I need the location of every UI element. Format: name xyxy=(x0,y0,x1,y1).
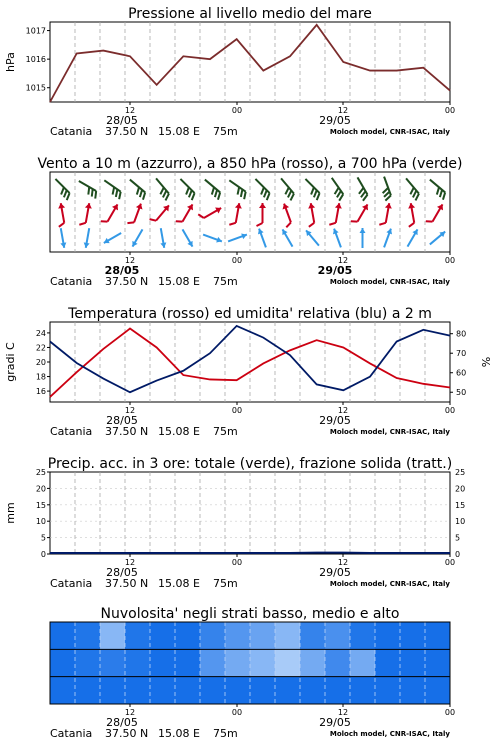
cloud-cell-alto xyxy=(375,622,401,649)
cloud-cell-medio xyxy=(325,649,351,676)
barb-flag xyxy=(426,219,433,225)
barb-flag xyxy=(285,222,292,227)
y-tick-label: 5 xyxy=(40,533,46,543)
wind-barb-10-m xyxy=(256,228,268,249)
location-lon: 15.08 E xyxy=(158,125,200,138)
barb-flag xyxy=(127,220,134,225)
cloud-cell-alto xyxy=(400,622,426,649)
barb-flag xyxy=(408,223,414,227)
cloud-cell-alto xyxy=(225,622,251,649)
wind-barb-10-m xyxy=(102,230,122,245)
y-right-tick-label: 0 xyxy=(455,550,461,559)
barb-flag xyxy=(229,222,235,226)
y-tick-label: 1016 xyxy=(25,55,46,65)
cloud-cell-medio xyxy=(225,649,251,676)
y-right-tick-label: 15 xyxy=(455,500,466,510)
y-right-tick-label: 5 xyxy=(455,533,461,543)
hour-tick-label: 00 xyxy=(444,708,456,717)
chart-title: Temperatura (rosso) ed umidita' relativa (blu) a 2 m xyxy=(68,306,432,322)
wind-barb-700-hPa xyxy=(75,181,98,199)
wind-barb-10-m xyxy=(158,228,167,249)
cloud-cell-medio xyxy=(425,649,451,676)
panel-4 xyxy=(4,456,465,590)
barb-head xyxy=(187,203,196,211)
barb-flag xyxy=(176,219,183,225)
cloud-cell-alto xyxy=(250,622,276,649)
barb-head xyxy=(112,203,121,211)
wind-barb-700-hPa xyxy=(300,179,321,200)
cloud-cell-basso xyxy=(225,677,251,704)
date-label: 29/05 xyxy=(319,114,351,127)
y-right-tick-label: 25 xyxy=(455,468,466,477)
hour-tick-label: 12 xyxy=(337,256,349,265)
cloud-cell-medio xyxy=(125,649,151,676)
cloud-cell-alto xyxy=(325,622,351,649)
y-axis-label: % xyxy=(480,356,493,368)
wind-barb-10-m xyxy=(428,229,447,246)
location-name: Catania xyxy=(50,425,93,438)
wind-barb-700-hPa xyxy=(151,178,171,200)
date-label: 29/05 xyxy=(319,414,351,427)
wind-barb-850-hPa xyxy=(329,202,342,226)
wind-barb-850-hPa xyxy=(405,203,418,227)
wind-barb-850-hPa xyxy=(278,202,295,227)
hour-tick-label: 00 xyxy=(231,256,243,265)
y-tick-label: 1017 xyxy=(25,26,46,36)
barb-flag xyxy=(101,219,108,225)
location-alt: 75m xyxy=(213,577,238,590)
barb-head xyxy=(280,228,288,235)
cloud-cell-basso xyxy=(100,677,126,704)
wind-barb-850-hPa xyxy=(257,203,267,226)
barb-head xyxy=(130,241,138,248)
barb-flag xyxy=(58,223,64,227)
wind-barb-10-m xyxy=(83,228,92,249)
wind-barb-10-m xyxy=(180,228,195,248)
wind-barb-10-m xyxy=(331,228,343,249)
barb-head xyxy=(412,228,420,235)
barb-flag xyxy=(198,213,204,220)
location-lat: 37.50 N xyxy=(105,125,149,138)
hour-tick-label: 12 xyxy=(124,256,136,265)
y-tick-label: 25 xyxy=(35,468,46,477)
y-axis-label: gradi C xyxy=(4,342,17,382)
wind-barb-10-m xyxy=(202,232,223,244)
cloud-cell-medio xyxy=(375,649,401,676)
hour-tick-label: 00 xyxy=(231,708,243,717)
chart-title: Pressione al livello medio del mare xyxy=(128,6,372,22)
barb-flag xyxy=(79,222,85,226)
location-alt: 75m xyxy=(213,425,238,438)
cloud-cell-alto xyxy=(50,622,76,649)
wind-barb-850-hPa xyxy=(79,202,92,226)
panel-3 xyxy=(4,306,493,438)
cloud-cell-medio xyxy=(150,649,176,676)
y-tick-label: 20 xyxy=(35,358,46,367)
cloud-cell-alto xyxy=(300,622,326,649)
y-tick-label: 18 xyxy=(35,372,46,382)
wind-barb-10-m xyxy=(130,228,145,248)
wind-barb-850-hPa xyxy=(426,201,446,226)
y-tick-label: 22 xyxy=(35,343,46,353)
cloud-cell-basso xyxy=(150,677,176,704)
hour-tick-label: 00 xyxy=(444,106,456,115)
wind-barb-700-hPa xyxy=(276,178,296,200)
barb-head xyxy=(259,203,266,208)
hour-tick-label: 12 xyxy=(124,406,136,415)
barb-flag xyxy=(379,222,385,226)
wind-barb-10-m xyxy=(280,228,295,248)
wind-barb-850-hPa xyxy=(127,202,144,227)
cloud-cell-medio xyxy=(175,649,201,676)
barb-flag xyxy=(93,191,99,199)
wind-barb-850-hPa xyxy=(101,201,121,226)
location-lon: 15.08 E xyxy=(158,727,200,740)
cloud-cell-alto xyxy=(200,622,226,649)
cloud-cell-medio xyxy=(350,649,376,676)
cloud-cell-medio xyxy=(100,649,126,676)
wind-barb-700-hPa xyxy=(225,180,248,199)
y-right-tick-label: 60 xyxy=(456,368,467,378)
wind-barb-10-m xyxy=(58,228,67,249)
wind-barb-700-hPa xyxy=(326,178,345,201)
wind-barb-850-hPa xyxy=(229,202,242,226)
cloud-cell-basso xyxy=(300,677,326,704)
wind-barb-850-hPa xyxy=(55,203,68,227)
location-lat: 37.50 N xyxy=(105,425,149,438)
hour-tick-label: 00 xyxy=(231,406,243,415)
model-credit: Moloch model, CNR-ISAC, Italy xyxy=(329,278,450,286)
cloud-cell-medio xyxy=(250,649,276,676)
wind-barb-700-hPa xyxy=(378,177,392,201)
wind-barb-850-hPa xyxy=(379,202,392,226)
cloud-cell-basso xyxy=(350,677,376,704)
wind-barb-10-m xyxy=(304,228,321,247)
location-lat: 37.50 N xyxy=(105,275,149,288)
date-label: 28/05 xyxy=(106,414,138,427)
hour-tick-label: 12 xyxy=(124,106,136,115)
y-tick-label: 20 xyxy=(35,484,46,494)
y-tick-label: 24 xyxy=(35,328,46,338)
chart-title: Vento a 10 m (azzurro), a 850 hPa (rosso), a 700 hPa (verde) xyxy=(37,156,463,172)
wind-barb-10-m xyxy=(381,228,393,249)
barb-flag xyxy=(308,223,314,227)
panel-1 xyxy=(4,6,455,138)
cloud-cell-medio xyxy=(50,649,76,676)
wind-barb-700-hPa xyxy=(200,180,222,200)
hour-tick-label: 12 xyxy=(124,558,136,567)
location-lat: 37.50 N xyxy=(105,727,149,740)
y-axis-label: mm xyxy=(4,502,17,524)
wind-barb-10-m xyxy=(405,228,420,248)
hour-tick-label: 00 xyxy=(444,406,456,415)
wind-barb-700-hPa xyxy=(250,179,271,200)
barb-head xyxy=(360,228,366,233)
wind-barb-850-hPa xyxy=(150,201,172,225)
cloud-cell-alto xyxy=(75,622,101,649)
location-lon: 15.08 E xyxy=(158,275,200,288)
wind-barb-700-hPa xyxy=(125,180,147,200)
location-name: Catania xyxy=(50,727,93,740)
hour-tick-label: 00 xyxy=(444,558,456,567)
hour-tick-label: 00 xyxy=(444,256,456,265)
hour-tick-label: 12 xyxy=(337,708,349,717)
location-name: Catania xyxy=(50,275,93,288)
date-label: 28/05 xyxy=(104,264,140,277)
cloud-cell-medio xyxy=(75,649,101,676)
panel-5 xyxy=(50,606,455,740)
location-alt: 75m xyxy=(213,727,238,740)
cloud-cell-basso xyxy=(275,677,301,704)
location-lon: 15.08 E xyxy=(158,577,200,590)
hour-tick-label: 12 xyxy=(337,406,349,415)
model-credit: Moloch model, CNR-ISAC, Italy xyxy=(329,730,450,738)
cloud-cell-basso xyxy=(75,677,101,704)
cloud-cell-alto xyxy=(275,622,301,649)
y-right-tick-label: 50 xyxy=(456,388,467,398)
cloud-cell-medio xyxy=(300,649,326,676)
y-axis-label: hPa xyxy=(4,52,17,72)
cloud-cell-alto xyxy=(425,622,451,649)
y-tick-label: 15 xyxy=(35,500,46,510)
chart-title: Nuvolosita' negli strati basso, medio e alto xyxy=(100,606,400,622)
cloud-cell-basso xyxy=(400,677,426,704)
date-label: 28/05 xyxy=(106,114,138,127)
hour-tick-label: 00 xyxy=(231,106,243,115)
wind-barb-700-hPa xyxy=(50,179,71,200)
barb-head xyxy=(187,241,195,248)
date-label: 29/05 xyxy=(319,716,351,729)
cloud-cell-basso xyxy=(200,677,226,704)
cloud-cell-alto xyxy=(100,622,126,649)
model-credit: Moloch model, CNR-ISAC, Italy xyxy=(329,580,450,588)
model-credit: Moloch model, CNR-ISAC, Italy xyxy=(329,428,450,436)
wind-barb-700-hPa xyxy=(175,179,196,200)
cloud-cell-basso xyxy=(375,677,401,704)
y-tick-label: 0 xyxy=(40,550,46,559)
wind-barb-700-hPa xyxy=(351,177,369,200)
hour-tick-label: 12 xyxy=(337,106,349,115)
location-name: Catania xyxy=(50,577,93,590)
wind-barb-850-hPa xyxy=(305,203,318,227)
y-right-tick-label: 10 xyxy=(455,517,466,527)
cloud-cell-alto xyxy=(350,622,376,649)
panel-2 xyxy=(37,156,462,288)
cloud-cell-basso xyxy=(425,677,451,704)
cloud-cell-basso xyxy=(325,677,351,704)
date-label: 29/05 xyxy=(319,566,351,579)
y-right-tick-label: 20 xyxy=(455,484,466,494)
chart-title: Precip. acc. in 3 ore: totale (verde), frazione solida (tratt.) xyxy=(47,456,453,472)
cloud-cell-basso xyxy=(175,677,201,704)
panel-frame xyxy=(50,322,450,402)
y-right-tick-label: 70 xyxy=(456,349,467,359)
cloud-cell-medio xyxy=(400,649,426,676)
panel-frame xyxy=(50,472,450,554)
location-lon: 15.08 E xyxy=(158,425,200,438)
cloud-cell-alto xyxy=(125,622,151,649)
location-alt: 75m xyxy=(213,275,238,288)
barb-flag xyxy=(150,217,157,223)
barb-head xyxy=(215,205,223,214)
panel-frame xyxy=(50,22,450,102)
y-tick-label: 1015 xyxy=(25,83,46,93)
wind-barb-850-hPa xyxy=(351,201,371,226)
date-label: 28/05 xyxy=(106,566,138,579)
y-right-tick-label: 80 xyxy=(456,329,467,339)
y-tick-label: 10 xyxy=(35,517,46,527)
cloud-cell-medio xyxy=(200,649,226,676)
location-alt: 75m xyxy=(213,125,238,138)
barb-flag xyxy=(329,222,335,226)
date-label: 29/05 xyxy=(317,264,353,277)
barb-flag xyxy=(257,223,263,226)
wind-barb-850-hPa xyxy=(176,201,196,226)
cloud-cell-alto xyxy=(150,622,176,649)
hour-tick-label: 00 xyxy=(231,558,243,567)
cloud-cell-basso xyxy=(250,677,276,704)
model-credit: Moloch model, CNR-ISAC, Italy xyxy=(329,128,450,136)
barb-flag xyxy=(351,219,358,225)
barb-head xyxy=(102,238,109,246)
location-lat: 37.50 N xyxy=(105,577,149,590)
wind-barb-10-m xyxy=(360,228,366,248)
wind-barb-700-hPa xyxy=(100,180,123,199)
location-name: Catania xyxy=(50,125,93,138)
hour-tick-label: 12 xyxy=(337,558,349,567)
hour-tick-label: 12 xyxy=(124,708,136,717)
cloud-cell-basso xyxy=(50,677,76,704)
barb-head xyxy=(437,203,446,211)
cloud-cell-basso xyxy=(125,677,151,704)
cloud-cell-medio xyxy=(275,649,301,676)
wind-barb-700-hPa xyxy=(425,180,447,200)
cloud-cell-alto xyxy=(175,622,201,649)
wind-barb-700-hPa xyxy=(401,178,421,200)
wind-barb-850-hPa xyxy=(198,203,223,223)
y-tick-label: 16 xyxy=(35,387,46,397)
barb-head xyxy=(362,203,371,211)
date-label: 28/05 xyxy=(106,716,138,729)
wind-barb-10-m xyxy=(227,232,248,244)
